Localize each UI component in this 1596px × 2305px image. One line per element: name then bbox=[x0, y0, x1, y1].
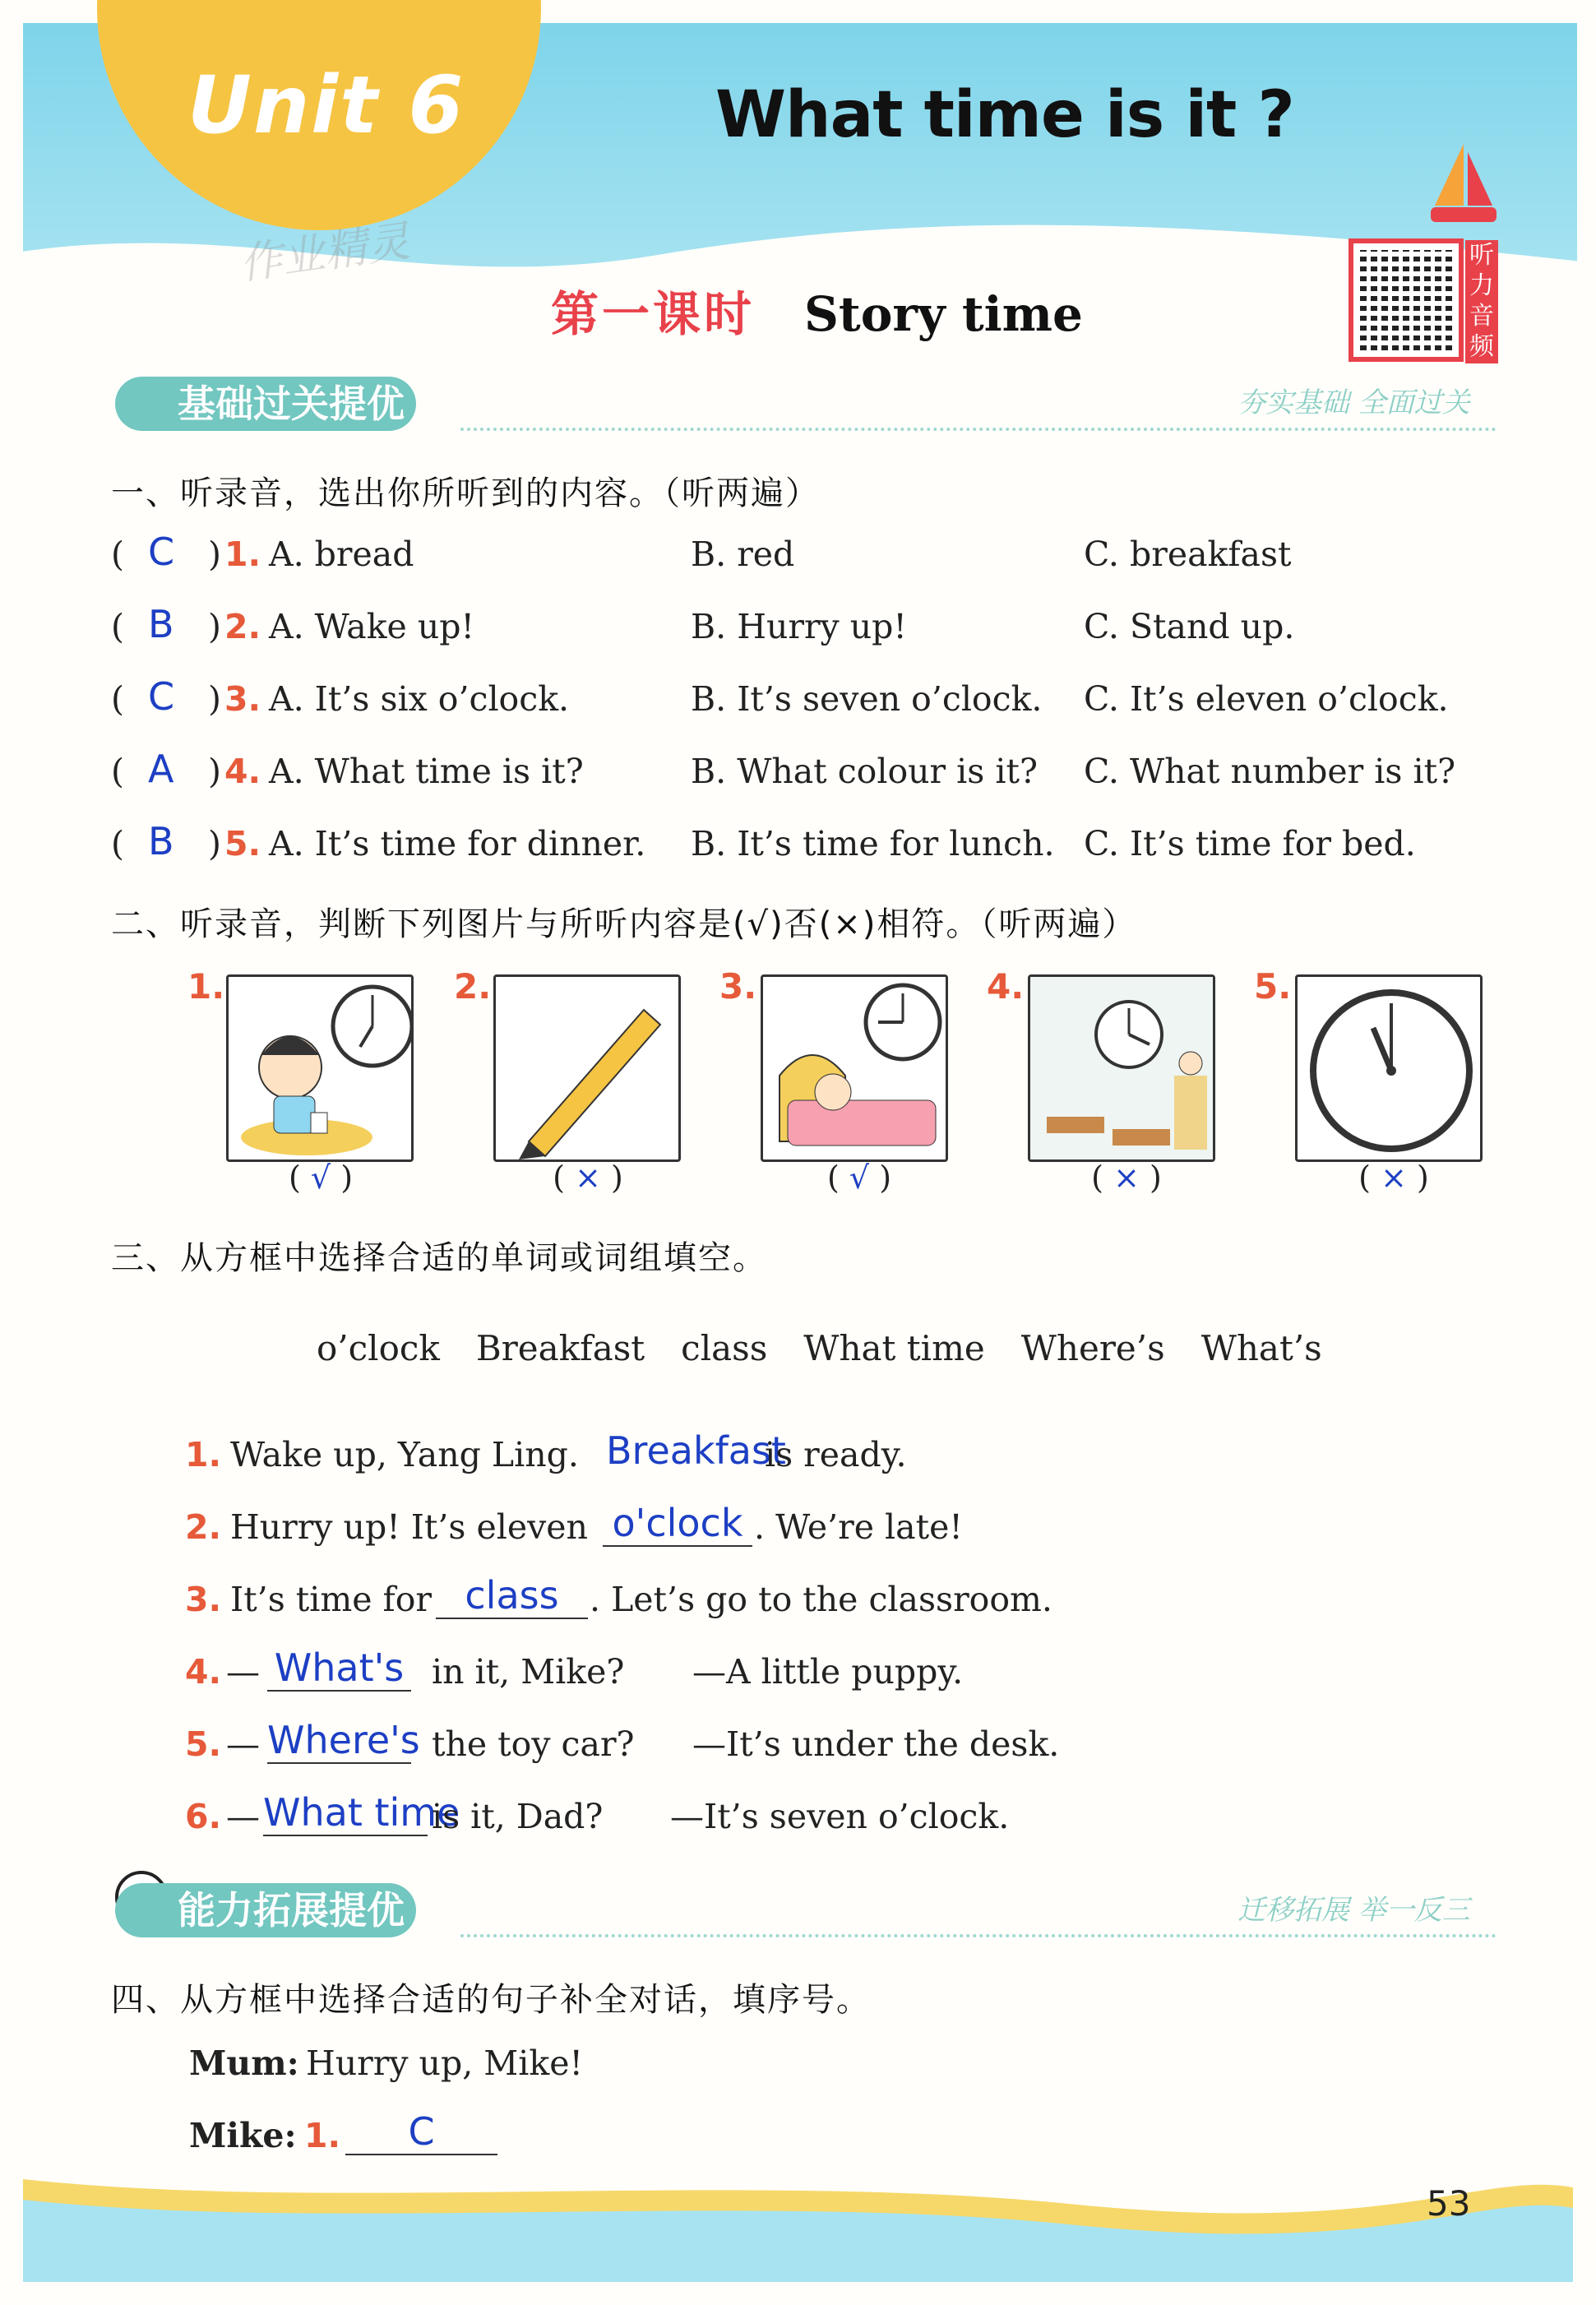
option-b: B. What colour is it? bbox=[691, 752, 1038, 791]
item-number: 1. bbox=[224, 535, 261, 574]
word-option: What time bbox=[803, 1328, 985, 1368]
sentence-reply: —A little puppy. bbox=[692, 1652, 964, 1692]
sentence-before: — bbox=[226, 1652, 260, 1692]
item-number: 1. bbox=[185, 1435, 222, 1474]
page-number: 53 bbox=[1427, 2183, 1471, 2224]
dotted-divider bbox=[460, 428, 1497, 431]
option-b: B. It’s time for lunch. bbox=[691, 824, 1055, 863]
paren-close: ) bbox=[208, 752, 221, 791]
dialog-text: Hurry up, Mike! bbox=[306, 2043, 583, 2083]
item-number: 2. bbox=[185, 1507, 222, 1547]
question-heading-1: 一、听录音，选出你所听到的内容。（听两遍） bbox=[111, 474, 820, 512]
sentence-after: . Let’s go to the classroom. bbox=[590, 1580, 1052, 1619]
paren-close: ) bbox=[208, 679, 221, 719]
mark-value: √ bbox=[849, 1159, 870, 1196]
speaker: Mum: bbox=[189, 2043, 299, 2083]
option-a: A. It’s six o’clock. bbox=[269, 679, 570, 719]
section-tagline: 迁移拓展 举一反三 bbox=[1237, 1894, 1470, 1927]
question-heading-2: 二、听录音，判断下列图片与所听内容是(√)否(×)相符。（听两遍） bbox=[111, 905, 1137, 943]
item-number: 2. bbox=[224, 607, 261, 646]
clock-icon bbox=[1298, 977, 1483, 1162]
lesson-title bbox=[551, 275, 1083, 345]
sentence-before: Wake up, Yang Ling. bbox=[230, 1435, 579, 1474]
item-number: 3. bbox=[185, 1580, 222, 1619]
item-number: 5. bbox=[185, 1724, 222, 1764]
picture-number: 1. bbox=[187, 966, 225, 1007]
answer-letter[interactable]: A bbox=[148, 747, 174, 791]
answer-mark-4: ( × ) bbox=[1091, 1159, 1162, 1196]
fill-answer[interactable]: class bbox=[436, 1573, 588, 1619]
paren-open: ( bbox=[111, 824, 124, 863]
option-b: B. Hurry up! bbox=[691, 607, 907, 646]
paren-open: ( bbox=[111, 752, 124, 791]
sailboat-icon bbox=[1427, 140, 1501, 230]
option-c: C. It’s eleven o’clock. bbox=[1084, 679, 1449, 719]
lesson-title-cn: 第一课时 bbox=[551, 286, 756, 342]
fill-answer[interactable]: What time bbox=[263, 1790, 460, 1835]
item-number: 4. bbox=[224, 752, 261, 791]
bed-icon bbox=[763, 977, 948, 1162]
page-title: What time is it ? bbox=[715, 78, 1294, 152]
answer-letter[interactable]: C bbox=[148, 530, 175, 574]
watermark: 作业精灵 bbox=[236, 216, 413, 290]
paren-close: ) bbox=[208, 535, 221, 574]
picture-number: 4. bbox=[987, 966, 1025, 1007]
sentence-reply: —It’s seven o’clock. bbox=[670, 1797, 1010, 1836]
item-number: 6. bbox=[185, 1797, 222, 1836]
picture-number: 5. bbox=[1254, 966, 1292, 1007]
option-c: C. Stand up. bbox=[1084, 607, 1295, 646]
question-heading-4: 四、从方框中选择合适的句子补全对话，填序号。 bbox=[111, 1981, 871, 2019]
answer-letter[interactable]: C bbox=[148, 674, 175, 719]
paren-close: ) bbox=[208, 607, 221, 646]
answer-mark-1: ( √ ) bbox=[288, 1159, 354, 1196]
option-c: C. breakfast bbox=[1084, 535, 1292, 574]
sentence-after: in it, Mike? bbox=[432, 1652, 625, 1692]
unit-label: Unit 6 bbox=[187, 59, 465, 151]
picture-girl-in-bed bbox=[761, 974, 948, 1162]
picture-number: 3. bbox=[719, 966, 757, 1007]
option-a: A. bread bbox=[269, 535, 414, 574]
answer-mark-2: ( × ) bbox=[553, 1159, 623, 1196]
paren-open: ( bbox=[111, 679, 124, 719]
mark-value: × bbox=[1113, 1159, 1140, 1196]
word-option: Where’s bbox=[1020, 1328, 1165, 1368]
qr-pattern bbox=[1360, 250, 1452, 350]
sentence-after: is ready. bbox=[765, 1435, 907, 1474]
word-option: Breakfast bbox=[475, 1328, 645, 1368]
mark-value: √ bbox=[310, 1159, 331, 1196]
option-a: A. What time is it? bbox=[269, 752, 584, 791]
item-number: 5. bbox=[224, 824, 261, 863]
word-box bbox=[317, 1328, 1358, 1368]
section-tagline: 夯实基础 全面过关 bbox=[1237, 386, 1470, 419]
answer-mark-3: ( √ ) bbox=[826, 1159, 892, 1196]
option-c: C. What number is it? bbox=[1084, 752, 1456, 791]
answer-mark-5: ( × ) bbox=[1358, 1159, 1429, 1196]
option-b: B. It’s seven o’clock. bbox=[691, 679, 1043, 719]
item-number: 4. bbox=[185, 1652, 222, 1692]
word-option: o’clock bbox=[317, 1328, 440, 1368]
option-a: A. It’s time for dinner. bbox=[269, 824, 646, 863]
sentence-after: . We’re late! bbox=[754, 1507, 963, 1547]
option-a: A. Wake up! bbox=[269, 607, 474, 646]
section-banner-extend: 能力拓展提优 bbox=[115, 1883, 416, 1937]
paren-open: ( bbox=[111, 607, 124, 646]
footer-wave bbox=[0, 2155, 1596, 2305]
word-option: What’s bbox=[1200, 1328, 1322, 1368]
section-banner-basic: 基础过关提优 bbox=[115, 377, 416, 431]
paren-open: ( bbox=[111, 535, 124, 574]
sentence-before: — bbox=[226, 1724, 260, 1764]
word-option: class bbox=[681, 1328, 768, 1368]
sentence-before: — bbox=[226, 1797, 260, 1836]
fill-answer[interactable]: Breakfast bbox=[606, 1428, 786, 1473]
speaker: Mike: bbox=[189, 2116, 297, 2155]
question-heading-3: 三、从方框中选择合适的单词或词组填空。 bbox=[111, 1239, 767, 1277]
picture-pencil bbox=[493, 974, 681, 1162]
fill-answer[interactable]: Where's bbox=[267, 1718, 420, 1762]
dotted-divider bbox=[460, 1934, 1497, 1937]
option-b: B. red bbox=[691, 535, 795, 574]
picture-boy-eating bbox=[226, 974, 414, 1162]
answer-letter[interactable]: B bbox=[148, 819, 174, 863]
sentence-before: Hurry up! It’s eleven bbox=[230, 1507, 588, 1547]
sentence-reply: —It’s under the desk. bbox=[692, 1724, 1060, 1764]
mark-value: × bbox=[575, 1159, 601, 1196]
lesson-title-en: Story time bbox=[804, 286, 1083, 342]
item-number: 3. bbox=[224, 679, 261, 719]
sentence-after: is it, Dad? bbox=[432, 1797, 604, 1836]
qr-code[interactable] bbox=[1349, 238, 1464, 362]
paren-close: ) bbox=[208, 824, 221, 863]
picture-classroom bbox=[1028, 974, 1215, 1162]
fill-answer[interactable]: What's bbox=[267, 1645, 411, 1692]
boy-eating-icon bbox=[229, 977, 414, 1162]
sentence-after: the toy car? bbox=[432, 1724, 635, 1764]
picture-number: 2. bbox=[454, 966, 492, 1007]
fill-answer[interactable]: C bbox=[345, 2109, 497, 2155]
picture-clock bbox=[1295, 974, 1483, 1162]
qr-audio-label: 听力音频 bbox=[1465, 240, 1498, 363]
pencil-icon bbox=[496, 977, 681, 1162]
item-number: 1. bbox=[304, 2116, 341, 2155]
fill-answer[interactable]: o'clock bbox=[603, 1501, 752, 1547]
classroom-icon bbox=[1030, 977, 1215, 1162]
mark-value: × bbox=[1381, 1159, 1407, 1196]
sentence-before: It’s time for bbox=[230, 1580, 432, 1619]
option-c: C. It’s time for bed. bbox=[1084, 824, 1416, 863]
answer-letter[interactable]: B bbox=[148, 602, 174, 646]
